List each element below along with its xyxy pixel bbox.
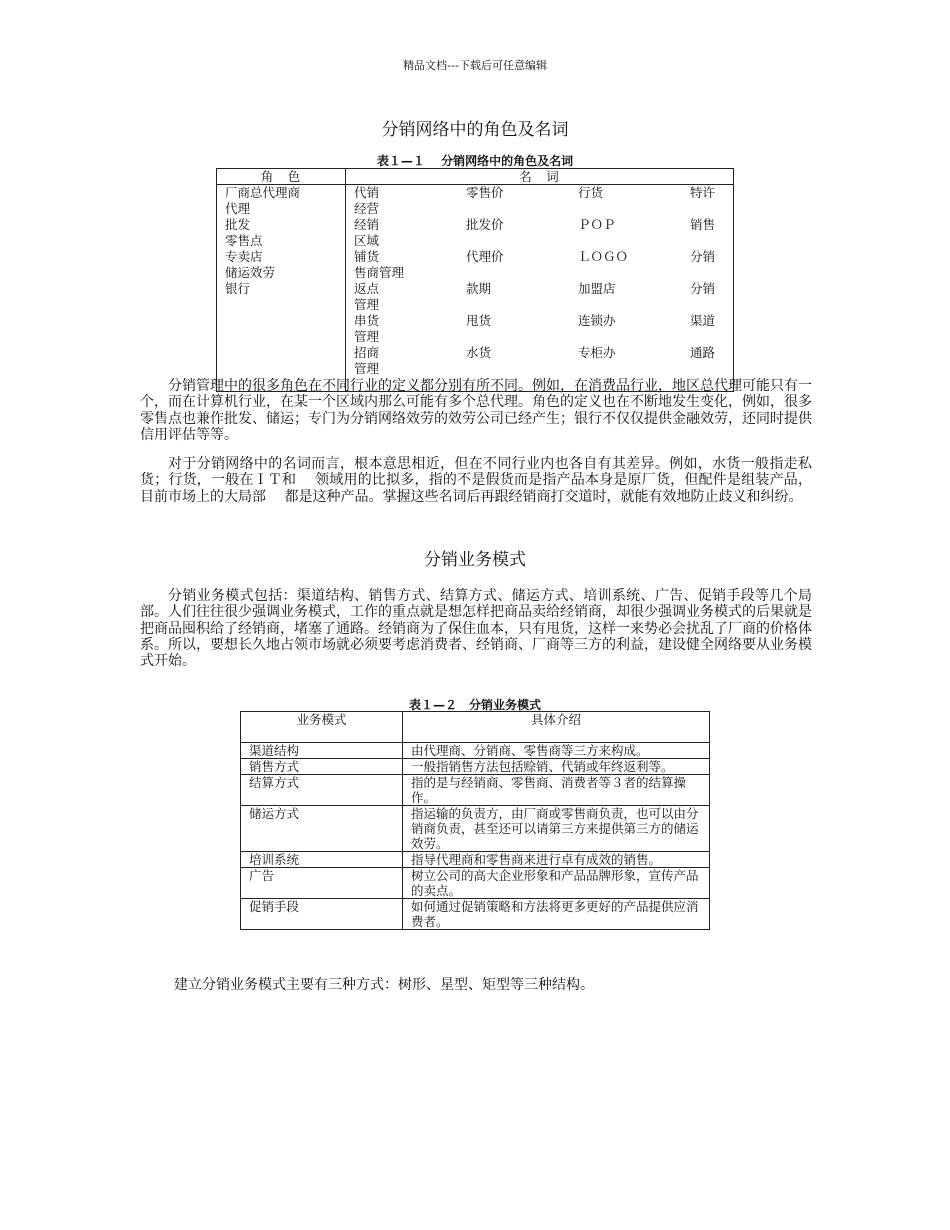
role-item: 储运效劳: [225, 265, 276, 280]
role-item: 银行: [225, 281, 251, 296]
closing-sentence: 建立分销业务模式主要有三种方式：树形、星型、矩型等三种结构。: [174, 977, 594, 993]
table-row: [241, 759, 710, 775]
table-row: [241, 775, 710, 806]
term-row: [354, 217, 733, 249]
page-header: 精品文档---下载后可任意编辑: [403, 59, 547, 72]
term: 水货: [466, 345, 492, 360]
term-row: [354, 249, 733, 281]
role-item: 批发: [225, 217, 251, 232]
term: 招商: [354, 345, 380, 360]
term: 专柜办: [578, 345, 616, 360]
business-mode-table: [240, 711, 710, 930]
term: 串货: [354, 313, 380, 328]
term: 代销: [354, 185, 380, 200]
term: ＬＯＧＯ: [578, 249, 629, 264]
roles-terms-table: [216, 168, 734, 392]
section-title-business-mode: 分销业务模式: [424, 550, 526, 570]
section-title-roles: 分销网络中的角色及名词: [381, 120, 569, 140]
role-item: 厂商总代理商: [225, 185, 301, 200]
term: 通路: [690, 345, 716, 360]
paragraph-roles: 分销管理中的很多角色在不同行业的定义都分别有所不同。例如，在消费品行业，地区总代理可能只有一个，而在计算机行业，在某一个区域内那么可能有多个总代理。角色的定义也在不断地发生变化，例如，很多零售点也兼作批发、储运；专门为分销网络效劳的效劳公司已经产生；银行不仅仅提供金融效劳，还同时提供信用评估等等。: [140, 378, 812, 443]
table-row: [241, 868, 710, 899]
desc-cell: 指导代理商和零售商来进行卓有成效的销售。: [403, 852, 710, 868]
table-row: [241, 852, 710, 868]
mode-cell: 广告: [241, 868, 403, 899]
role-item: 零售点: [225, 233, 263, 248]
paragraph-business-mode: 分销业务模式包括：渠道结构、销售方式、结算方式、储运方式、培训系统、广告、促销手段等几个局部。人们往往很少强调业务模式，工作的重点就是想怎样把商品卖给经销商，却很少强调业务模式的后果就是把商品囤积给了经销商，堵塞了通路。经销商为了保住血本，只有甩货，这样一来势必会扰乱了厂商的价格体系。所以，要想长久地占领市场就必须要考虑消费者、经销商、厂商等三方的利益，建设健全网络要从业务模式开始。: [140, 588, 812, 670]
mode-cell: 促销手段: [241, 899, 403, 930]
desc-cell: 指运输的负责方，由厂商或零售商负责，也可以由分销商负责，甚至还可以请第三方来提供第三方的储运效劳。: [403, 806, 710, 852]
roles-cell: [217, 185, 346, 392]
term-row: [354, 185, 733, 217]
term: 分销: [690, 281, 716, 296]
table1-caption: 表１—１ 分销网络中的角色及名词: [376, 154, 574, 168]
term: 行货: [578, 185, 604, 200]
term-row: [354, 281, 733, 313]
desc-cell: 由代理商、分销商、零售商等三方来构成。: [403, 743, 710, 759]
term: 代理价: [466, 249, 504, 264]
term: ＰＯＰ: [578, 217, 616, 232]
term: 铺货: [354, 249, 380, 264]
term: 返点: [354, 281, 380, 296]
table2-header-mode: 业务模式: [241, 712, 403, 743]
term: 经销: [354, 217, 380, 232]
term: 特许: [690, 185, 716, 200]
mode-cell: 销售方式: [241, 759, 403, 775]
term-row: [354, 345, 733, 377]
role-item: 代理: [225, 201, 251, 216]
term-continuation: 管理: [354, 361, 380, 376]
term-row: [354, 313, 733, 345]
term-continuation: 售商管理: [354, 265, 405, 280]
term: 批发价: [466, 217, 504, 232]
role-item: 专卖店: [225, 249, 263, 264]
mode-cell: 结算方式: [241, 775, 403, 806]
table-row: [241, 743, 710, 759]
table2-caption: 表１—２ 分销业务模式: [408, 698, 541, 712]
table-row: [241, 899, 710, 930]
term: 甩货: [466, 313, 492, 328]
table1-header-role: 角 色: [217, 169, 346, 185]
term: 零售价: [466, 185, 504, 200]
term-continuation: 管理: [354, 329, 380, 344]
term-continuation: 管理: [354, 297, 380, 312]
mode-cell: 渠道结构: [241, 743, 403, 759]
term-continuation: 经营: [354, 201, 380, 216]
table1-header-terms: 名 词: [346, 169, 734, 185]
table-row: [241, 806, 710, 852]
desc-cell: 指的是与经销商、零售商、消费者等３者的结算操作。: [403, 775, 710, 806]
term: 连锁办: [578, 313, 616, 328]
desc-cell: 一般指销售方法包括赊销、代销或年终返利等。: [403, 759, 710, 775]
mode-cell: 培训系统: [241, 852, 403, 868]
table2-header-desc: 具体介绍: [403, 712, 710, 743]
paragraph-terms: 对于分销网络中的名词而言，根本意思相近，但在不同行业内也各自有其差异。例如，水货一般指走私货；行货，一般在ＩＴ和 领域用的比拟多，指的不是假货而是指产品本身是原厂货，但配件是组装产品，目前市场上的大局部 都是这种产品。掌握这些名词后再跟经销商打交道时，就能有效地防止歧义和纠纷。: [140, 456, 812, 505]
term: 销售: [690, 217, 716, 232]
term: 分销: [690, 249, 716, 264]
term-continuation: 区域: [354, 233, 380, 248]
desc-cell: 树立公司的高大企业形象和产品品牌形象，宣传产品的卖点。: [403, 868, 710, 899]
term: 渠道: [690, 313, 716, 328]
mode-cell: 储运方式: [241, 806, 403, 852]
desc-cell: 如何通过促销策略和方法将更多更好的产品提供应消费者。: [403, 899, 710, 930]
term: 加盟店: [578, 281, 616, 296]
term: 款期: [466, 281, 492, 296]
terms-cell: [346, 185, 734, 392]
